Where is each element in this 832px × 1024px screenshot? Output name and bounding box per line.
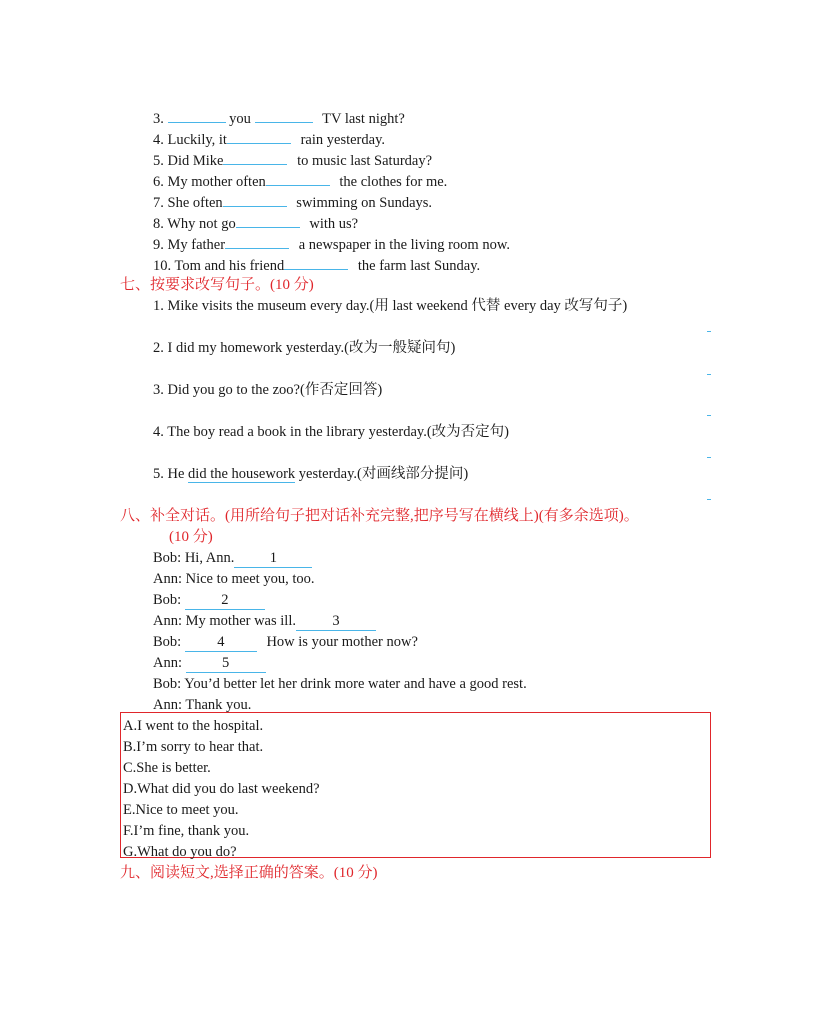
underlined-phrase: did the housework — [188, 466, 296, 482]
answer-blank-1: 1 — [234, 549, 312, 568]
blank-line — [223, 192, 287, 207]
blank-line — [227, 129, 291, 144]
fill-item-10: 10. Tom and his friend the farm last Sunday. — [153, 255, 480, 275]
option-e: E.Nice to meet you. — [123, 802, 239, 818]
option-f: F.I’m fine, thank you. — [123, 823, 250, 839]
fill-item-8: 8. Why not go with us? — [153, 213, 358, 233]
fill-item-6: 6. My mother often the clothes for me. — [153, 171, 447, 191]
blank-line — [236, 213, 300, 228]
option-g: G.What do you do? — [123, 844, 237, 860]
dialog-line-3: Bob: 2 — [153, 591, 265, 610]
option-a: A.I went to the hospital. — [123, 718, 264, 734]
dialog-line-8: Ann: Thank you. — [153, 697, 252, 713]
answer-blank-2: 2 — [185, 591, 265, 610]
answer-line-marker — [707, 374, 711, 375]
blank-line — [168, 108, 226, 123]
section-8-score: (10 分) — [169, 529, 213, 545]
dialog-line-4: Ann: My mother was ill. 3 — [153, 612, 376, 631]
answer-line-marker — [707, 457, 711, 458]
rewrite-item-5: 5. He did the housework yesterday.(对画线部分提问) — [153, 466, 469, 482]
answer-line-marker — [707, 331, 711, 332]
rewrite-item-3: 3. Did you go to the zoo?(作否定回答) — [153, 382, 383, 398]
dialog-line-2: Ann: Nice to meet you, too. — [153, 571, 315, 587]
rewrite-item-4: 4. The boy read a book in the library yesterday.(改为否定句) — [153, 424, 509, 440]
section-7-title: 七、按要求改写句子。(10 分) — [120, 277, 314, 293]
answer-blank-5: 5 — [186, 654, 266, 673]
rewrite-item-1: 1. Mike visits the museum every day.(用 last weekend 代替 every day 改写句子) — [153, 298, 628, 314]
blank-line — [284, 255, 348, 270]
blank-line — [223, 150, 287, 165]
dialog-line-5: Bob: 4 How is your mother now? — [153, 634, 418, 650]
fill-item-9: 9. My father a newspaper in the living room now. — [153, 234, 510, 254]
answer-line-marker — [707, 415, 711, 416]
options-box — [120, 712, 711, 858]
dialog-line-7: Bob: You’d better let her drink more water and have a good rest. — [153, 676, 527, 692]
blank-line — [255, 108, 313, 123]
blank-line — [266, 171, 330, 186]
dialog-line-6: Ann: 5 — [153, 654, 266, 673]
option-c: C.She is better. — [123, 760, 211, 776]
fill-item-4: 4. Luckily, it rain yesterday. — [153, 129, 385, 149]
fill-item-5: 5. Did Mike to music last Saturday? — [153, 150, 432, 170]
section-9-title: 九、阅读短文,选择正确的答案。(10 分) — [120, 865, 378, 881]
fill-item-7: 7. She often swimming on Sundays. — [153, 192, 432, 212]
answer-blank-3: 3 — [296, 612, 376, 631]
rewrite-item-2: 2. I did my homework yesterday.(改为一般疑问句) — [153, 340, 456, 356]
dialog-line-1: Bob: Hi, Ann. 1 — [153, 549, 312, 568]
answer-line-marker — [707, 499, 711, 500]
fill-item-3: 3. you TV last night? — [153, 108, 405, 128]
option-d: D.What did you do last weekend? — [123, 781, 320, 797]
blank-line — [225, 234, 289, 249]
answer-blank-4: 4 — [185, 633, 257, 652]
section-8-title: 八、补全对话。(用所给句子把对话补充完整,把序号写在横线上)(有多余选项)。 — [120, 508, 639, 524]
option-b: B.I’m sorry to hear that. — [123, 739, 264, 755]
